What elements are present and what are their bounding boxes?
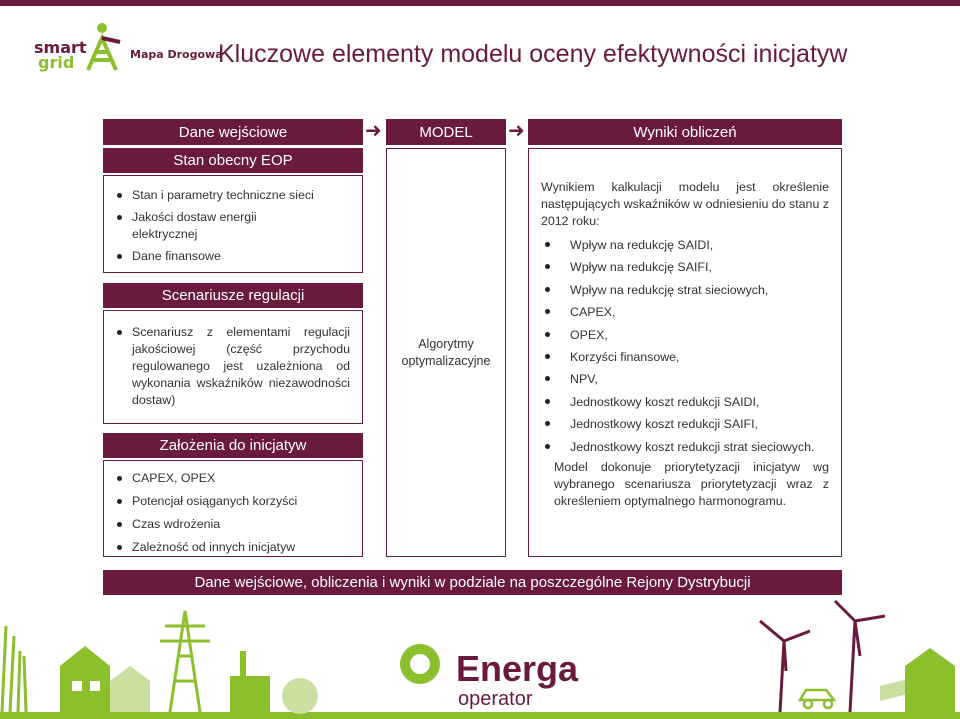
model-line-1: Algorytmy: [418, 336, 474, 351]
footer-bar: Dane wejściowe, obliczenia i wyniki w podziale na poszczególne Rejony Dystrybucji: [103, 570, 842, 595]
model-box: [386, 148, 506, 557]
input-column-header: Dane wejściowe: [103, 119, 363, 145]
zalozenia-section-box: [103, 460, 363, 557]
list-item: CAPEX, OPEX: [104, 470, 362, 487]
factory-icon: [230, 651, 318, 714]
list-item: Jednostkowy koszt redukcji strat sieciowych.: [541, 439, 829, 455]
list-item: Stan i parametry techniczne sieci: [104, 187, 362, 204]
logo-text: [34, 40, 87, 70]
scenariusze-section-box: [103, 310, 363, 424]
logo-mapa-drogowa: Mapa Drogowa: [130, 48, 223, 61]
list-item: Dane finansowe: [104, 248, 362, 265]
stan-section-box: [103, 175, 363, 273]
top-accent-bar: [0, 0, 960, 6]
stan-section-header: Stan obecny EOP: [103, 148, 363, 173]
list-item: NPV,: [541, 371, 829, 387]
list-item: Jednostkowy koszt redukcji SAIFI,: [541, 416, 829, 432]
power-pylon-icon: [160, 611, 210, 712]
list-item: Czas wdrożenia: [104, 516, 362, 533]
energa-logo-sub: operator: [458, 688, 533, 710]
smart-grid-logo-icon: [80, 20, 128, 76]
zalozenia-section-header: Założenia do inicjatyw: [103, 433, 363, 458]
list-item: Wpływ na redukcję SAIDI,: [541, 237, 829, 253]
logo-grid-word: grid: [38, 53, 75, 72]
list-item: Jakości dostaw energii elektrycznej: [104, 209, 304, 243]
house-icon: [905, 648, 955, 712]
list-item: Jednostkowy koszt redukcji SAIDI,: [541, 394, 829, 410]
energa-logo-name: Energa: [456, 648, 579, 689]
list-item: Scenariusz z elementami regulacji jakościowej (część przychodu regulowanego jest uzależniona od wykonania wskaźników niezawodności dostaw): [104, 324, 350, 409]
wind-turbine-icon: [760, 601, 885, 712]
results-column-header: Wyniki obliczeń: [528, 119, 842, 145]
list-item: OPEX,: [541, 327, 829, 343]
results-outro: Model dokonuje priorytetyzacji inicjatyw wg wybranego scenariusza priorytetyzacji wraz z określeniem optymalnego harmonogramu.: [554, 459, 829, 508]
results-box: [528, 148, 842, 557]
results-intro: Wynikiem kalkulacji modelu jest określenie następujących wskaźników w odniesieniu do stanu z 2012 roku:: [541, 180, 829, 228]
model-line-2: optymalizacyjne: [401, 353, 491, 368]
house-icon: [110, 666, 150, 712]
logo-smart-word: smart: [34, 38, 87, 57]
list-item: Wpływ na redukcję SAIFI,: [541, 259, 829, 275]
list-item: Zależność od innych inicjatyw: [104, 539, 362, 556]
scenariusze-section-header: Scenariusze regulacji: [103, 283, 363, 308]
page-title: Kluczowe elementy modelu oceny efektywności inicjatyw: [218, 40, 848, 68]
list-item: Korzyści finansowe,: [541, 349, 829, 365]
arrow-right-icon: ➜: [365, 120, 382, 142]
list-item: Potencjał osiąganych korzyści: [104, 493, 362, 510]
energa-logo-icon: [400, 644, 440, 684]
car-icon: [800, 690, 834, 708]
house-icon: [60, 646, 110, 712]
list-item: Wpływ na redukcję strat sieciowych,: [541, 282, 829, 298]
list-item: CAPEX,: [541, 304, 829, 320]
arrow-right-icon: ➜: [508, 120, 525, 142]
model-column-header: MODEL: [386, 119, 506, 145]
grass-icon: [2, 626, 26, 712]
